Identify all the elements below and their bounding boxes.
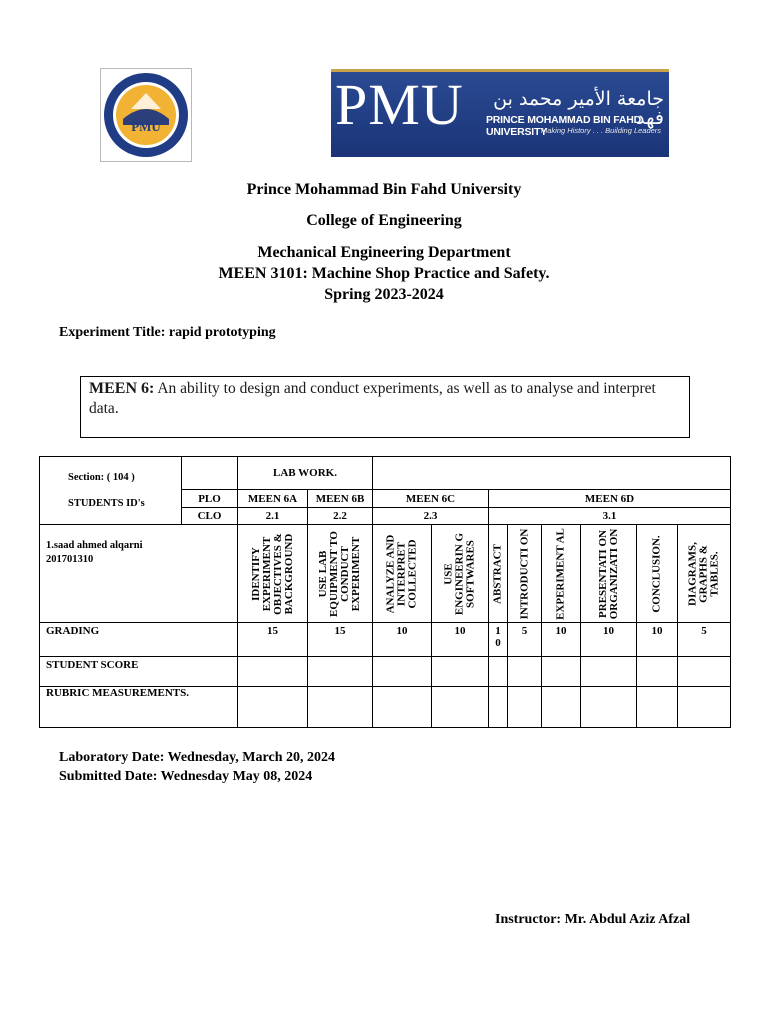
score-cell[interactable] xyxy=(308,657,373,687)
banner-tagline: Making History . . . Building Leaders xyxy=(541,126,662,135)
clo-label: CLO xyxy=(182,508,238,525)
rubric-cell[interactable] xyxy=(489,687,508,728)
laboratory-date: Laboratory Date: Wednesday, March 20, 2024 xyxy=(59,750,335,765)
rubric-cell[interactable] xyxy=(542,687,581,728)
course-title: MEEN 3101: Machine Shop Practice and Safety. xyxy=(218,265,550,282)
criterion-diagrams: DIAGRAMS, GRAPHS & TABLES. xyxy=(686,541,721,606)
rubric-cell[interactable] xyxy=(637,687,678,728)
university-seal-logo xyxy=(100,68,192,162)
student-id: 201701310 xyxy=(46,554,94,565)
pmu-banner-logo xyxy=(331,69,669,157)
lab-work-header: LAB WORK. xyxy=(238,457,373,490)
plo-label: PLO xyxy=(182,490,238,508)
criterion-experimental: EXPERIMENT AL xyxy=(554,527,567,620)
plo-6c: MEEN 6C xyxy=(373,490,489,508)
term: Spring 2023-2024 xyxy=(324,286,444,303)
score-cell[interactable] xyxy=(489,657,508,687)
section-cell xyxy=(40,457,182,525)
clo-31: 3.1 xyxy=(489,508,731,525)
criterion-use-lab-equipment: USE LAB EQUIPMENT TO CONDUCT EXPERIMENT xyxy=(317,530,362,617)
student-score-label: STUDENT SCORE xyxy=(40,657,238,687)
grade-cell: 10 xyxy=(373,623,432,657)
score-cell[interactable] xyxy=(373,657,432,687)
college-name: College of Engineering xyxy=(306,212,462,229)
grade-cell: 10 xyxy=(581,623,637,657)
experiment-title: Experiment Title: rapid prototyping xyxy=(59,325,276,340)
score-cell[interactable] xyxy=(678,657,731,687)
score-cell[interactable] xyxy=(542,657,581,687)
submitted-date: Submitted Date: Wednesday May 08, 2024 xyxy=(59,769,313,784)
department-name: Mechanical Engineering Department xyxy=(257,244,511,261)
rubric-cell[interactable] xyxy=(373,687,432,728)
banner-arabic-text: جامعة الأمير محمد بن فهد xyxy=(493,88,664,129)
criterion-analyze-interpret: ANALYZE AND INTERPRET COLLECTED xyxy=(384,534,419,613)
score-cell[interactable] xyxy=(637,657,678,687)
grade-cell: 15 xyxy=(238,623,308,657)
university-name: Prince Mohammad Bin Fahd University xyxy=(246,181,522,198)
score-cell[interactable] xyxy=(238,657,308,687)
rubric-cell[interactable] xyxy=(432,687,489,728)
rubric-cell[interactable] xyxy=(308,687,373,728)
clo-23: 2.3 xyxy=(373,508,489,525)
rubric-cell[interactable] xyxy=(238,687,308,728)
score-cell[interactable] xyxy=(432,657,489,687)
grade-cell: 10 xyxy=(432,623,489,657)
empty-header-wide xyxy=(373,457,731,490)
students-ids-label: STUDENTS ID's xyxy=(68,498,145,509)
rubric-table xyxy=(39,456,731,728)
grade-cell: 5 xyxy=(678,623,731,657)
grading-label: GRADING xyxy=(40,623,238,657)
rubric-measurements-label: RUBRIC MEASUREMENTS. xyxy=(40,687,238,728)
grade-cell: 10 xyxy=(637,623,678,657)
instructor-name: Instructor: Mr. Abdul Aziz Afzal xyxy=(495,912,691,927)
outcome-text: An ability to design and conduct experiments, as well as to analyse and interpret data. xyxy=(89,380,656,417)
student-cell xyxy=(40,525,238,623)
grade-cell: 15 xyxy=(308,623,373,657)
outcome-box xyxy=(80,376,690,438)
criterion-identify-objectives: IDENTIFY EXPERIMENT OBJECTIVES & BACKGROUND xyxy=(249,532,295,615)
rubric-cell[interactable] xyxy=(581,687,637,728)
criterion-introduction: INTRODUCTI ON xyxy=(518,528,531,619)
clo-21: 2.1 xyxy=(238,508,308,525)
section-label: Section: ( 104 ) xyxy=(68,472,135,483)
grade-cell: 1 0 xyxy=(489,623,508,657)
student-name: 1.saad ahmed alqarni xyxy=(46,540,143,551)
criterion-conclusion: CONCLUSION. xyxy=(650,534,663,613)
banner-pmu-text: PMU xyxy=(335,72,464,137)
banner-english-text: PRINCE MOHAMMAD BIN FAHD UNIVERSITY xyxy=(486,114,642,138)
plo-6d: MEEN 6D xyxy=(489,490,731,508)
score-cell[interactable] xyxy=(581,657,637,687)
clo-22: 2.2 xyxy=(308,508,373,525)
plo-6b: MEEN 6B xyxy=(308,490,373,508)
plo-6a: MEEN 6A xyxy=(238,490,308,508)
seal-text: PMU xyxy=(131,119,161,134)
seal-emblem-icon xyxy=(101,69,191,161)
criterion-abstract: ABSTRACT xyxy=(491,543,504,604)
criterion-engineering-software: USE ENGINEERIN G SOFTWARES xyxy=(442,532,477,615)
rubric-cell[interactable] xyxy=(508,687,542,728)
criterion-presentation: PRESENTATI ON ORGANIZATI ON xyxy=(596,528,620,619)
grade-cell: 5 xyxy=(508,623,542,657)
score-cell[interactable] xyxy=(508,657,542,687)
outcome-code: MEEN 6: xyxy=(89,380,155,397)
empty-header-cell xyxy=(182,457,238,490)
grade-cell: 10 xyxy=(542,623,581,657)
rubric-cell[interactable] xyxy=(678,687,731,728)
